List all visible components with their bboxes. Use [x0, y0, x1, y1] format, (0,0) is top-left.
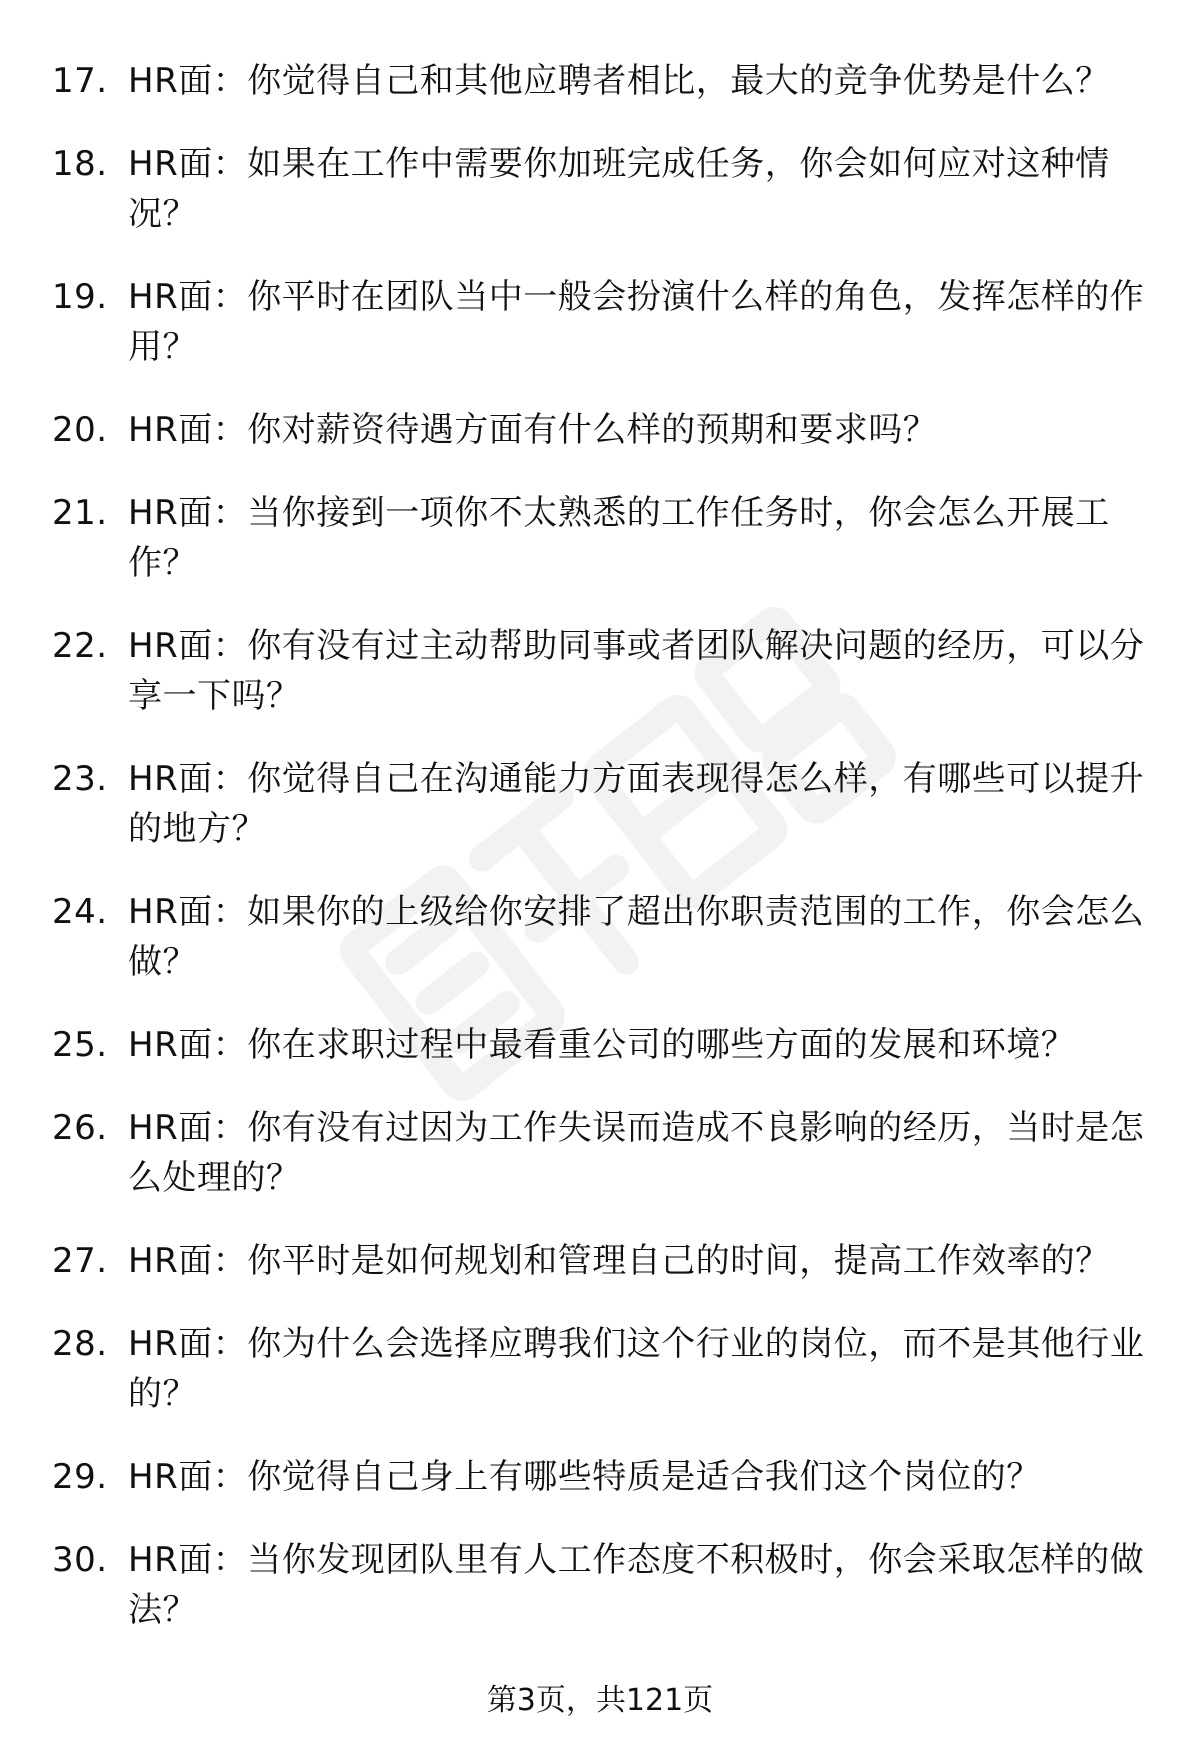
- question-item: [52, 1020, 1152, 1070]
- question-number: 30.: [52, 1540, 108, 1580]
- question-text: HR面：你觉得自己在沟通能力方面表现得怎么样，有哪些可以提升的地方？: [128, 759, 1145, 849]
- question-item: [52, 621, 1152, 721]
- question-text: HR面：当你发现团队里有人工作态度不积极时，你会采取怎样的做法？: [128, 1540, 1145, 1630]
- question-item: [52, 887, 1152, 987]
- question-text: HR面：你觉得自己和其他应聘者相比，最大的竞争优势是什么？: [128, 61, 1110, 101]
- question-item: [52, 1319, 1152, 1419]
- question-text: HR面：你有没有过因为工作失误而造成不良影响的经历，当时是怎么处理的？: [128, 1108, 1145, 1198]
- question-number: 25.: [52, 1025, 108, 1065]
- question-number: 27.: [52, 1241, 108, 1281]
- question-number: 29.: [52, 1457, 108, 1497]
- question-text: HR面：当你接到一项你不太熟悉的工作任务时，你会怎么开展工作？: [128, 493, 1110, 583]
- question-item: [52, 1452, 1152, 1502]
- question-text: HR面：你为什么会选择应聘我们这个行业的岗位，而不是其他行业的？: [128, 1324, 1145, 1414]
- page-footer: [0, 1681, 1200, 1721]
- question-text: HR面：你有没有过主动帮助同事或者团队解决问题的经历，可以分享一下吗？: [128, 626, 1145, 716]
- question-text: HR面：你觉得自己身上有哪些特质是适合我们这个岗位的？: [128, 1457, 1041, 1497]
- question-item: [52, 1535, 1152, 1635]
- question-item: [52, 754, 1152, 854]
- question-text: HR面：如果在工作中需要你加班完成任务，你会如何应对这种情况？: [128, 144, 1110, 234]
- question-text: HR面：你对薪资待遇方面有什么样的预期和要求吗？: [128, 410, 938, 450]
- question-text: HR面：你平时在团队当中一般会扮演什么样的角色，发挥怎样的作用？: [128, 277, 1145, 367]
- question-number: 20.: [52, 410, 108, 450]
- question-text: HR面：如果你的上级给你安排了超出你职责范围的工作，你会怎么做？: [128, 892, 1145, 982]
- question-number: 23.: [52, 759, 108, 799]
- question-item: [52, 139, 1152, 239]
- question-list: [52, 56, 1152, 1668]
- question-item: [52, 1236, 1152, 1286]
- question-number: 24.: [52, 892, 108, 932]
- question-item: [52, 488, 1152, 588]
- question-number: 17.: [52, 61, 108, 101]
- question-number: 26.: [52, 1108, 108, 1148]
- question-number: 28.: [52, 1324, 108, 1364]
- question-number: 22.: [52, 626, 108, 666]
- question-number: 18.: [52, 144, 108, 184]
- question-item: [52, 405, 1152, 455]
- question-number: 19.: [52, 277, 108, 317]
- question-text: HR面：你在求职过程中最看重公司的哪些方面的发展和环境？: [128, 1025, 1076, 1065]
- question-item: [52, 272, 1152, 372]
- question-item: [52, 1103, 1152, 1203]
- question-item: [52, 56, 1152, 106]
- question-text: HR面：你平时是如何规划和管理自己的时间，提高工作效率的？: [128, 1241, 1110, 1281]
- page-number-label: 第3页，共121页: [486, 1683, 714, 1718]
- question-number: 21.: [52, 493, 108, 533]
